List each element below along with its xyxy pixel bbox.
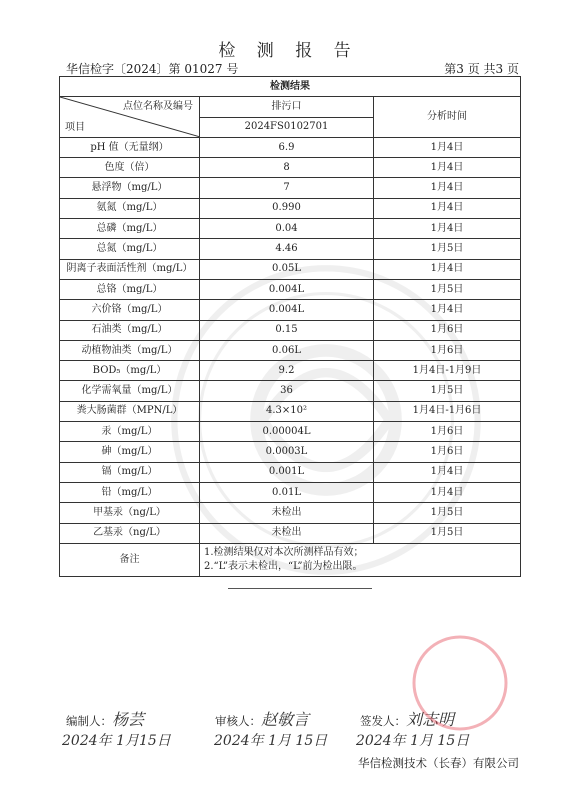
point-code: 2024FS0102701 <box>200 117 374 137</box>
item-cell: 镉（mg/L） <box>60 462 200 482</box>
time-cell: 1月4日 <box>374 198 521 218</box>
notes-text <box>200 543 521 576</box>
item-cell: 粪大肠菌群（MPN/L） <box>60 401 200 421</box>
table-row <box>60 482 521 502</box>
time-cell: 1月6日 <box>374 320 521 340</box>
issuer-label: 签发人： <box>360 714 406 728</box>
time-cell: 1月4日 <box>374 158 521 178</box>
reviewer-label: 审核人： <box>215 714 261 728</box>
table-row <box>60 279 521 299</box>
preparer-signature: 杨芸 <box>112 710 145 729</box>
time-cell: 1月6日 <box>374 340 521 360</box>
table-row <box>60 381 521 401</box>
item-cell: pH 值（无量纲） <box>60 137 200 157</box>
value-cell: 0.04 <box>200 219 374 239</box>
issuer-signature: 刘志明 <box>406 710 455 729</box>
time-cell: 1月4日 <box>374 259 521 279</box>
value-cell: 0.05L <box>200 259 374 279</box>
time-cell: 1月5日 <box>374 279 521 299</box>
table-row <box>60 320 521 340</box>
time-cell: 1月4日 <box>374 219 521 239</box>
value-cell: 未检出 <box>200 503 374 523</box>
note-line: 1.检测结果仅对本次所测样品有效； <box>204 546 364 558</box>
header-item: 项目 <box>65 121 85 133</box>
page-number: 第3 页 共3 页 <box>444 62 519 76</box>
item-cell: 汞（mg/L） <box>60 422 200 442</box>
item-cell: 悬浮物（mg/L） <box>60 178 200 198</box>
point-name: 排污口 <box>200 97 374 117</box>
table-row <box>60 137 521 157</box>
table-row <box>60 503 521 523</box>
value-cell: 0.004L <box>200 279 374 299</box>
end-rule <box>228 588 372 589</box>
value-cell: 0.01L <box>200 482 374 502</box>
item-cell: 动植物油类（mg/L） <box>60 340 200 360</box>
value-cell: 0.001L <box>200 462 374 482</box>
item-cell: 氨氮（mg/L） <box>60 198 200 218</box>
diagonal-header-cell <box>60 97 200 138</box>
company-name: 华信检测技术（长春）有限公司 <box>358 756 519 770</box>
value-cell: 0.15 <box>200 320 374 340</box>
issuer-block <box>360 707 454 730</box>
item-cell: 总铬（mg/L） <box>60 279 200 299</box>
value-cell: 9.2 <box>200 361 374 381</box>
item-cell: 铅（mg/L） <box>60 482 200 502</box>
time-cell: 1月4日-1月9日 <box>374 361 521 381</box>
table-row <box>60 219 521 239</box>
table-row <box>60 523 521 543</box>
table-row <box>60 239 521 259</box>
item-cell: 乙基汞（ng/L） <box>60 523 200 543</box>
section-title: 检测结果 <box>60 77 521 97</box>
table-row <box>60 361 521 381</box>
time-cell: 1月5日 <box>374 239 521 259</box>
table-row <box>60 401 521 421</box>
value-cell: 0.0003L <box>200 442 374 462</box>
value-cell: 36 <box>200 381 374 401</box>
value-cell: 7 <box>200 178 374 198</box>
item-cell: 六价铬（mg/L） <box>60 300 200 320</box>
notes-label: 备注 <box>60 543 200 576</box>
item-cell: 石油类（mg/L） <box>60 320 200 340</box>
results-body <box>60 137 521 543</box>
time-cell: 1月6日 <box>374 422 521 442</box>
value-cell: 0.00004L <box>200 422 374 442</box>
table-row <box>60 300 521 320</box>
table-title-row <box>60 77 521 97</box>
time-cell: 1月4日-1月6日 <box>374 401 521 421</box>
time-cell: 1月6日 <box>374 442 521 462</box>
time-cell: 1月4日 <box>374 137 521 157</box>
item-cell: 甲基汞（ng/L） <box>60 503 200 523</box>
item-cell: 总磷（mg/L） <box>60 219 200 239</box>
time-cell: 1月5日 <box>374 503 521 523</box>
preparer-label: 编制人： <box>66 714 112 728</box>
value-cell: 8 <box>200 158 374 178</box>
note-line: 2.“L”表示未检出，“L”前为检出限。 <box>204 560 363 572</box>
preparer-date: 2024年 1月15日 <box>62 733 171 749</box>
reviewer-date: 2024年 1月 15日 <box>214 733 328 749</box>
time-cell: 1月5日 <box>374 523 521 543</box>
value-cell: 6.9 <box>200 137 374 157</box>
value-cell: 0.06L <box>200 340 374 360</box>
header-row <box>60 97 521 117</box>
value-cell: 0.990 <box>200 198 374 218</box>
table-row <box>60 259 521 279</box>
table-row <box>60 442 521 462</box>
item-cell: 总氮（mg/L） <box>60 239 200 259</box>
reviewer-block <box>215 707 309 730</box>
header-point: 点位名称及编号 <box>123 101 193 113</box>
value-cell: 未检出 <box>200 523 374 543</box>
table-row <box>60 462 521 482</box>
table-row <box>60 178 521 198</box>
table-row <box>60 198 521 218</box>
item-cell: 阴离子表面活性剂（mg/L） <box>60 259 200 279</box>
time-cell: 1月4日 <box>374 300 521 320</box>
time-cell: 1月4日 <box>374 462 521 482</box>
document-number: 华信检字〔2024〕第 01027 号 <box>66 62 239 76</box>
results-table <box>59 76 521 577</box>
item-cell: 化学需氧量（mg/L） <box>60 381 200 401</box>
item-cell: BOD₅（mg/L） <box>60 361 200 381</box>
header-time: 分析时间 <box>374 97 521 138</box>
item-cell: 砷（mg/L） <box>60 442 200 462</box>
table-row <box>60 158 521 178</box>
notes-row <box>60 543 521 576</box>
time-cell: 1月4日 <box>374 482 521 502</box>
table-row <box>60 422 521 442</box>
time-cell: 1月4日 <box>374 178 521 198</box>
issuer-date: 2024年 1月 15日 <box>356 733 470 749</box>
report-title: 检 测 报 告 <box>218 41 359 61</box>
time-cell: 1月5日 <box>374 381 521 401</box>
table-row <box>60 340 521 360</box>
value-cell: 0.004L <box>200 300 374 320</box>
preparer-block <box>66 707 144 730</box>
item-cell: 色度（倍） <box>60 158 200 178</box>
value-cell: 4.3×10² <box>200 401 374 421</box>
value-cell: 4.46 <box>200 239 374 259</box>
reviewer-signature: 赵敏言 <box>261 710 310 729</box>
